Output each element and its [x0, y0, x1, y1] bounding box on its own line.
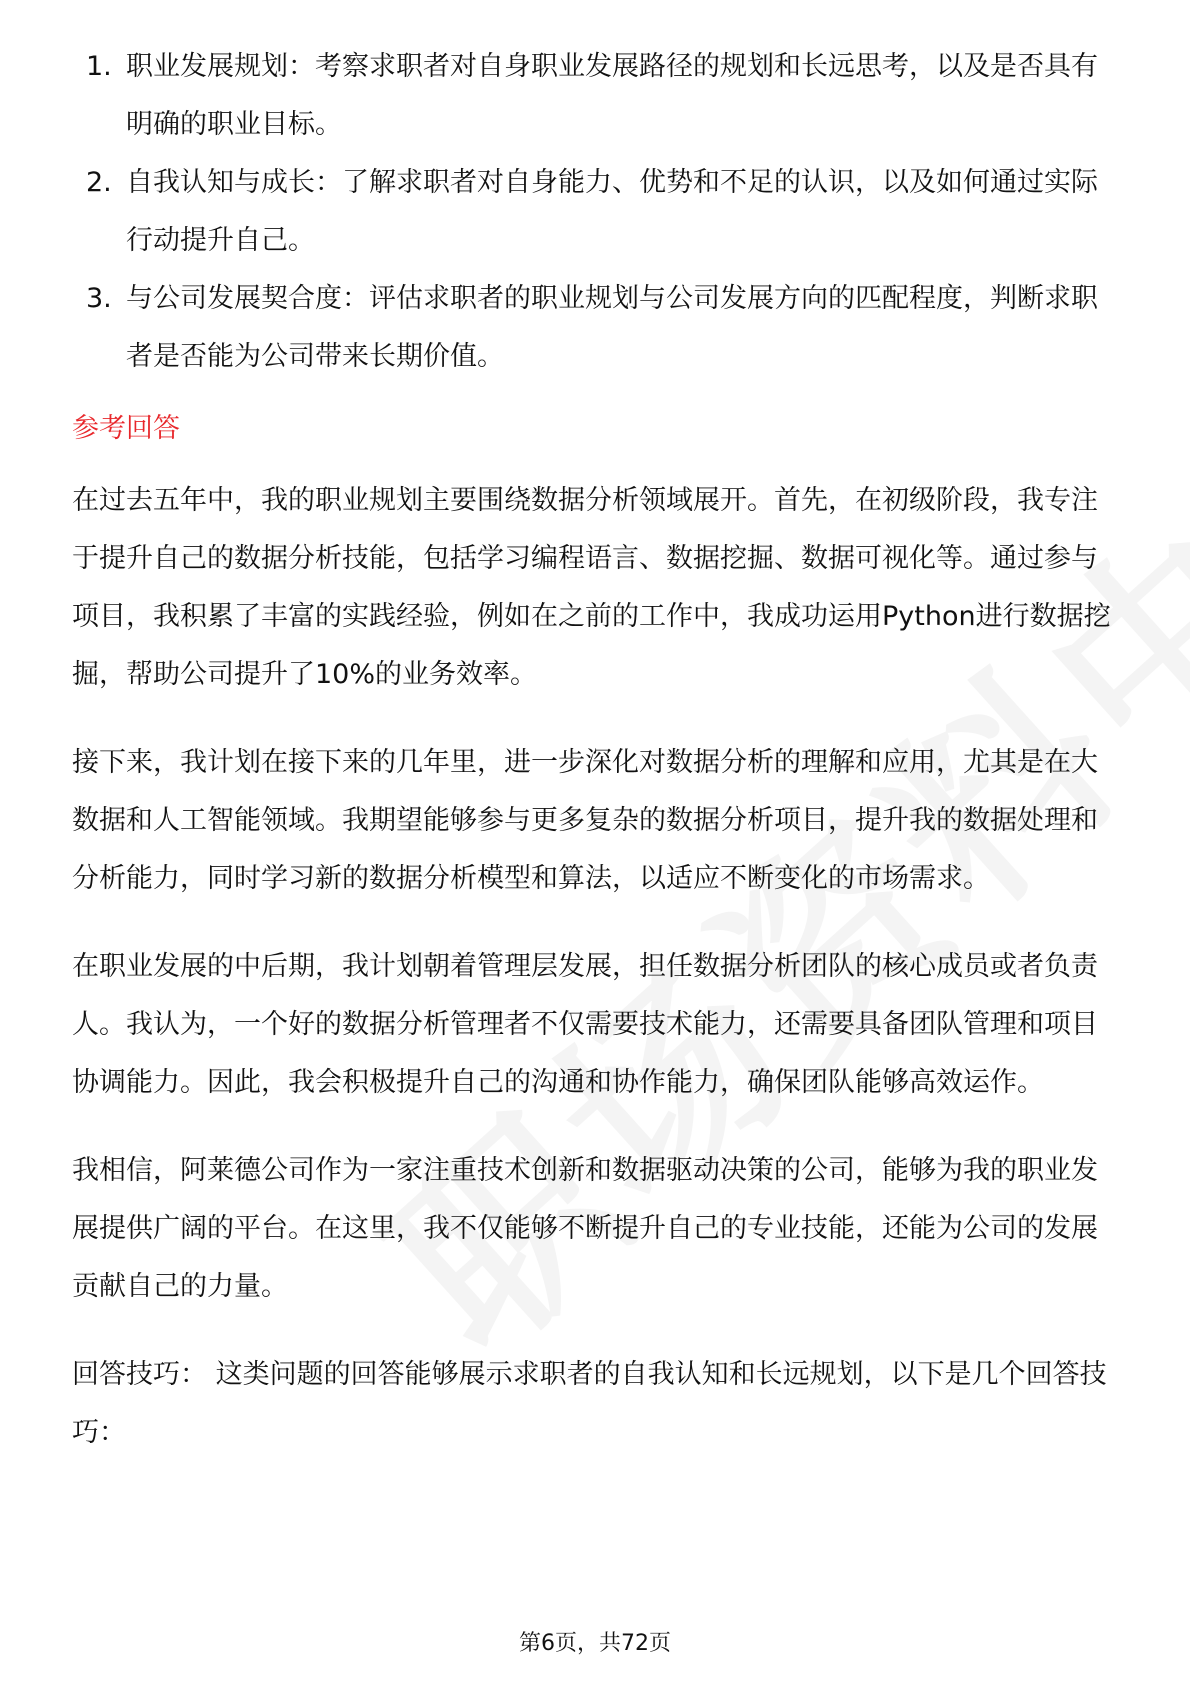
list-item — [72, 270, 1120, 386]
paragraph: 在职业发展的中后期，我计划朝着管理层发展，担任数据分析团队的核心成员或者负责人。我认为，一个好的数据分析管理者不仅需要技术能力，还需要具备团队管理和项目协调能力。因此，我会积极提升自己的沟通和协作能力，确保团队能够高效运作。 — [72, 951, 1098, 1098]
list-item-text: 职业发展规划：考察求职者对自身职业发展路径的规划和长远思考，以及是否具有明确的职业目标。 — [126, 51, 1098, 140]
document-page — [72, 38, 1120, 1492]
paragraph: 我相信，阿莱德公司作为一家注重技术创新和数据驱动决策的公司，能够为我的职业发展提供广阔的平台。在这里，我不仅能够不断提升自己的专业技能，还能为公司的发展贡献自己的力量。 — [72, 1155, 1098, 1302]
paragraph: 回答技巧： 这类问题的回答能够展示求职者的自我认知和长远规划，以下是几个回答技巧： — [72, 1359, 1107, 1448]
paragraph: 在过去五年中，我的职业规划主要围绕数据分析领域展开。首先，在初级阶段，我专注于提升自己的数据分析技能，包括学习编程语言、数据挖掘、数据可视化等。通过参与项目，我积累了丰富的实践经验，例如在之前的工作中，我成功运用Python进行数据挖掘，帮助公司提升了10%的业务效率。 — [72, 485, 1111, 690]
list-item-text: 与公司发展契合度：评估求职者的职业规划与公司发展方向的匹配程度，判断求职者是否能为公司带来长期价值。 — [126, 283, 1098, 372]
list-item — [72, 154, 1120, 270]
section-heading: 参考回答 — [72, 413, 180, 444]
page-number: 第6页，共72页 — [519, 1631, 671, 1656]
paragraph: 接下来，我计划在接下来的几年里，进一步深化对数据分析的理解和应用，尤其是在大数据和人工智能领域。我期望能够参与更多复杂的数据分析项目，提升我的数据处理和分析能力，同时学习新的数据分析模型和算法，以适应不断变化的市场需求。 — [72, 747, 1098, 894]
list-item-text: 自我认知与成长：了解求职者对自身能力、优势和不足的认识，以及如何通过实际行动提升自己。 — [126, 167, 1098, 256]
evaluation-criteria-list — [72, 38, 1120, 386]
list-item — [72, 38, 1120, 154]
list-item-number: 1. — [86, 51, 112, 82]
list-item-number: 2. — [86, 167, 112, 198]
list-item-number: 3. — [86, 283, 112, 314]
